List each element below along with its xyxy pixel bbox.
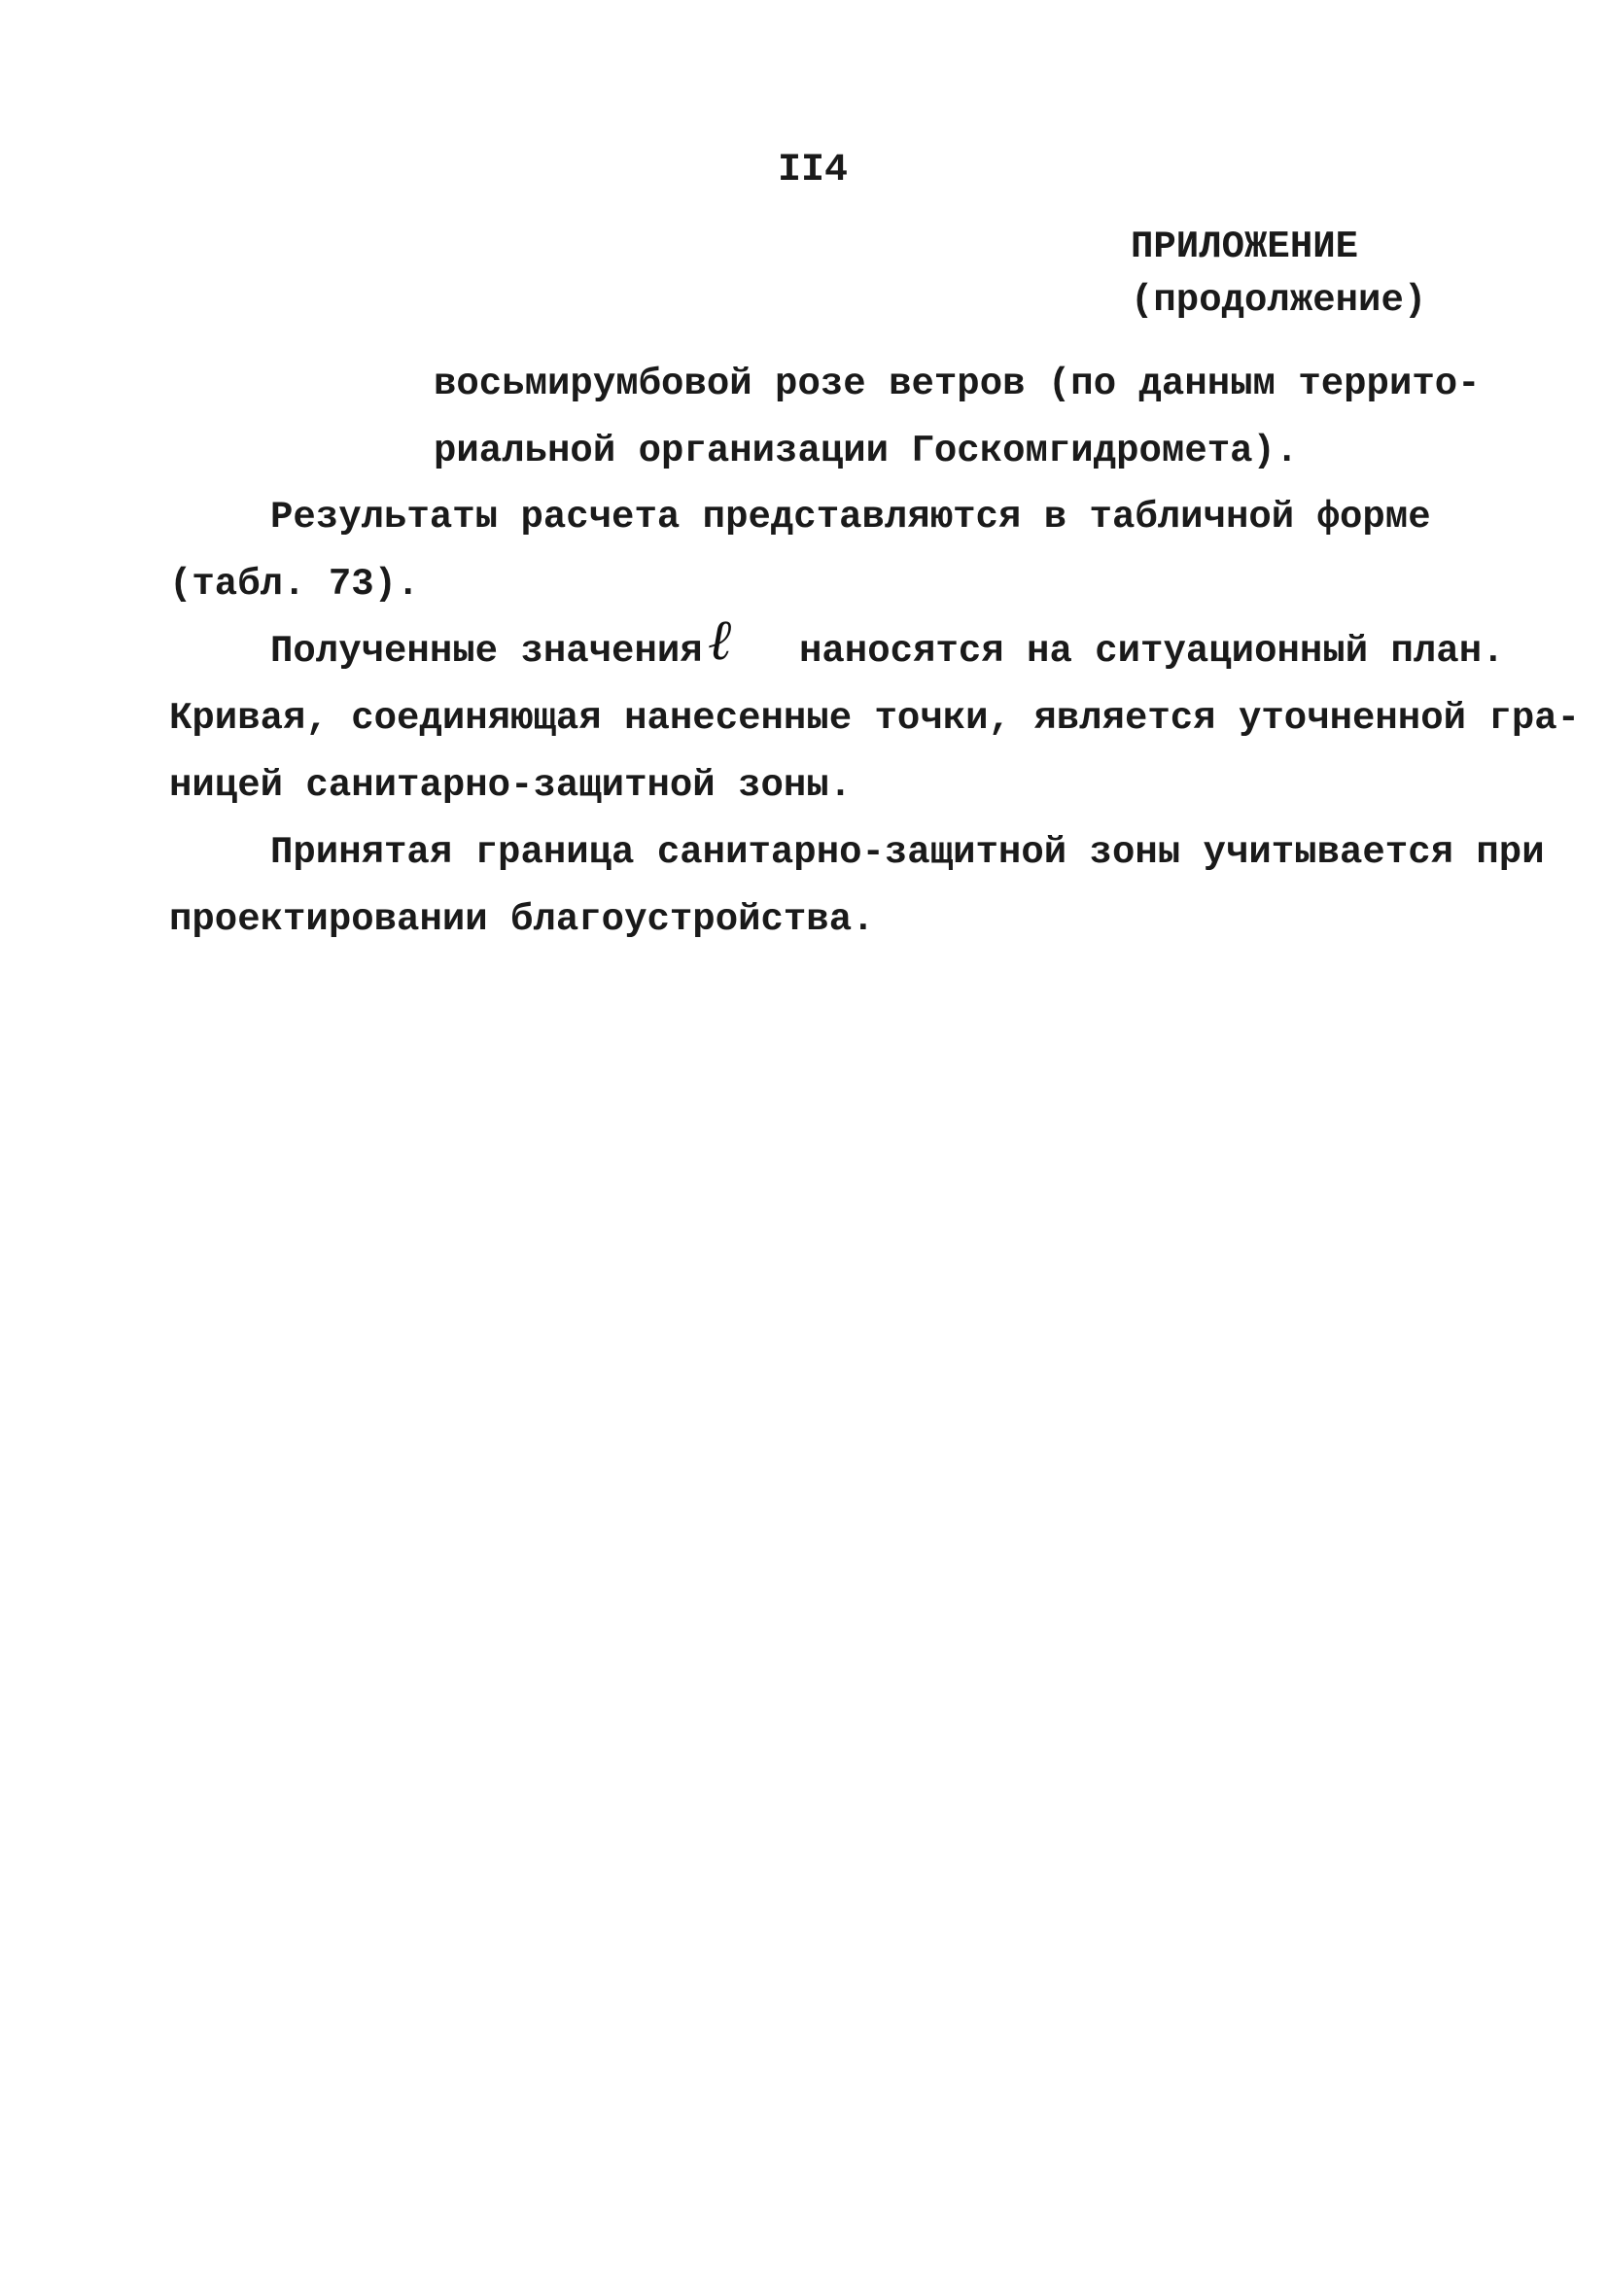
text-line: Принятая граница санитарно-защитной зоны учитывается при — [270, 831, 1545, 874]
page-number: II4 — [778, 149, 849, 192]
text-line-segment: наносятся на ситуационный план. — [799, 630, 1505, 673]
text-line: проектировании благоустройства. — [169, 898, 875, 941]
text-line: восьмирумбовой розе ветров (по данным террито- — [434, 363, 1481, 405]
text-line: (табл. 73). — [169, 563, 420, 606]
text-line: Результаты расчета представляются в табличной форме — [270, 496, 1431, 539]
text-line: Кривая, соединяющая нанесенные точки, является уточненной гра- — [169, 697, 1581, 740]
text-line: ницей санитарно-защитной зоны. — [169, 764, 853, 807]
text-line: риальной организации Госкомгидромета). — [434, 430, 1299, 472]
appendix-title: ПРИЛОЖЕНИЕ — [1131, 226, 1359, 268]
text-line-segment: Полученные значения — [270, 630, 703, 673]
appendix-subtitle: (продолжение) — [1131, 279, 1427, 322]
handwritten-symbol-l: ℓ — [708, 607, 732, 673]
